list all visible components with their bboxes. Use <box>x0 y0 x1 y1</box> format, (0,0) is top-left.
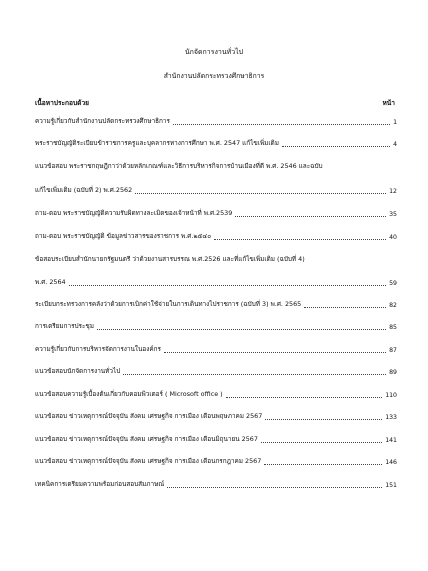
toc-leader-dots <box>265 419 382 420</box>
toc-header-contents: เนื้อหาประกอบด้วย <box>35 99 90 107</box>
toc-entry-text: ข้อสอบระเบียบสำนักนายกรัฐมนตรี ว่าด้วยงานสารบรรณ พ.ศ.2526 และที่แก้ไขเพิ่มเติม (ฉบับที่ 4) <box>35 255 305 263</box>
toc-leader-dots <box>235 216 386 217</box>
toc-entry-text: ระเบียบกระทรวงการคลังว่าด้วยการเบิกค่าใช้จ่ายในการเดินทางไปราชการ (ฉบับที่ 3) พ.ศ. 2565 <box>35 300 302 308</box>
toc-entry-text: แนวข้อสอบ ข่าวเหตุการณ์ปัจจุบัน สังคม เศรษฐกิจ การเมือง เดือนกรกฎาคม 2567 <box>35 457 262 465</box>
toc-leader-dots <box>167 487 382 488</box>
toc-entry <box>35 480 397 490</box>
toc-entry-text: เทคนิคการเตรียมความพร้อมก่อนสอบสัมภาษณ์ <box>35 480 165 488</box>
toc-entry <box>35 117 397 127</box>
toc-entry-text: ถาม-ตอบ พระราชบัญญัติ ข้อมูลข่าวสารของราชการ พ.ศ.๒๕๔๐ <box>35 232 212 240</box>
toc-entry-text: แนวข้อสอบนักจัดการงานทั่วไป <box>35 367 121 375</box>
toc-entry-text: แนวข้อสอบความรู้เบื้องต้นเกี่ยวกับคอมพิวเตอร์ ( Microsoft office ) <box>35 390 223 398</box>
toc-entry <box>35 255 397 265</box>
toc-leader-dots <box>97 329 386 330</box>
toc-entry <box>35 300 397 310</box>
toc-entry <box>35 435 397 445</box>
toc-entry-text: แก้ไขเพิ่มเติม (ฉบับที่ 2) พ.ศ.2562 <box>35 186 133 194</box>
toc-entry-page: 133 <box>385 414 397 421</box>
toc-leader-dots <box>304 307 386 308</box>
toc-entry <box>35 139 397 149</box>
toc-header-page: หน้า <box>382 99 395 107</box>
toc-entry-page: 141 <box>385 437 397 444</box>
toc-entry <box>35 186 397 196</box>
toc-leader-dots <box>226 397 382 398</box>
toc-entry <box>35 162 397 172</box>
document-title: นักจัดการงานทั่วไป <box>184 48 244 56</box>
toc-leader-dots <box>282 146 390 147</box>
toc-entry <box>35 390 397 400</box>
toc-entry-page: 4 <box>393 141 397 148</box>
toc-entry-page: 89 <box>389 369 397 376</box>
toc-entry-text: ความรู้เกี่ยวกับสำนักงานปลัดกระทรวงศึกษาธิการ <box>35 117 170 125</box>
toc-leader-dots <box>261 442 382 443</box>
toc-entry-page: 110 <box>385 392 397 399</box>
toc-leader-dots <box>173 124 390 125</box>
toc-entry-text: พ.ศ. 2564 <box>35 278 66 286</box>
toc-leader-dots <box>135 193 386 194</box>
toc-entry-text: พระราชบัญญัติระเบียบข้าราชการครูและบุคลากรทางการศึกษา พ.ศ. 2547 แก้ไขเพิ่มเติม <box>35 139 279 147</box>
toc-entry-text: แนวข้อสอบ พระราชกฤษฎีกาว่าด้วยหลักเกณฑ์และวิธีการบริหารกิจการบ้านเมืองที่ดี พ.ศ. 2546 และฉบับ <box>35 162 323 170</box>
toc-entry-page: 59 <box>389 280 397 287</box>
toc-leader-dots <box>123 374 386 375</box>
toc-entry-page: 151 <box>385 482 397 489</box>
toc-entry <box>35 232 397 242</box>
toc-entry-page: 1 <box>393 119 397 126</box>
toc-entry-page: 12 <box>389 188 397 195</box>
toc-entry-text: ถาม-ตอบ พระราชบัญญัติความรับผิดทางละเมิดของเจ้าหน้าที่ พ.ศ.2539 <box>35 209 233 217</box>
toc-entry-text: แนวข้อสอบ ข่าวเหตุการณ์ปัจจุบัน สังคม เศรษฐกิจ การเมือง เดือนมิถุนายน 2567 <box>35 435 258 443</box>
toc-entry-text: การเตรียมการประชุม <box>35 322 94 330</box>
toc-entry-page: 85 <box>389 324 397 331</box>
toc-entry <box>35 412 397 422</box>
toc-entry <box>35 457 397 467</box>
toc-entry <box>35 345 397 355</box>
toc-leader-dots <box>264 464 382 465</box>
toc-entry <box>35 209 397 219</box>
toc-entry-page: 35 <box>389 211 397 218</box>
toc-entry-page: 40 <box>389 234 397 241</box>
toc-entry-page: 87 <box>389 347 397 354</box>
toc-entry <box>35 367 397 377</box>
toc-entry <box>35 322 397 332</box>
toc-entry-text: แนวข้อสอบ ข่าวเหตุการณ์ปัจจุบัน สังคม เศรษฐกิจ การเมือง เดือนพฤษภาคม 2567 <box>35 412 263 420</box>
document-subtitle: สำนักงานปลัดกระทรวงศึกษาธิการ <box>163 72 265 80</box>
toc-entry-page: 82 <box>389 302 397 309</box>
toc-entry-text: ความรู้เกี่ยวกับการบริหารจัดการงานในองค์กร <box>35 345 161 353</box>
toc-leader-dots <box>69 285 386 286</box>
toc-leader-dots <box>164 352 386 353</box>
toc-entry <box>35 278 397 288</box>
toc-header <box>35 97 395 107</box>
toc-entry-page: 146 <box>385 459 397 466</box>
toc-leader-dots <box>214 239 386 240</box>
